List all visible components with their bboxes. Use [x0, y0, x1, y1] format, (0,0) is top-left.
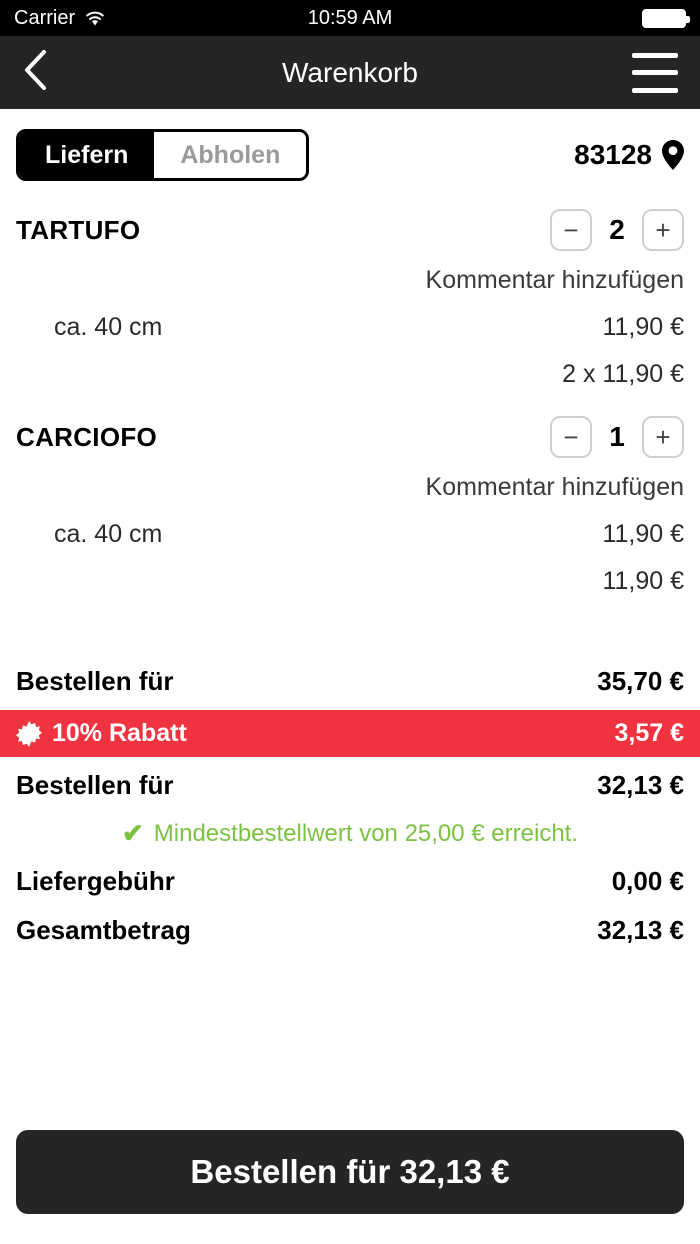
location-zip[interactable]	[574, 139, 684, 171]
cart-item-header	[16, 410, 684, 464]
option-name: ca. 40 cm	[54, 313, 163, 341]
delivery-mode-toggle[interactable]	[16, 129, 309, 181]
quantity-stepper	[550, 416, 684, 458]
cart-item-name: TARTUFO	[16, 214, 141, 245]
discount-label-group	[16, 719, 187, 748]
after-discount-row	[16, 761, 684, 810]
increase-quantity-button[interactable]: +	[642, 209, 684, 251]
option-price: 11,90 €	[602, 520, 684, 548]
wifi-icon	[83, 9, 107, 27]
grand-total-value: 32,13 €	[597, 915, 684, 945]
hamburger-menu-icon[interactable]	[632, 53, 678, 93]
minimum-order-notice	[16, 810, 684, 857]
after-discount-label: Bestellen für	[16, 770, 174, 800]
menu-bar-3	[632, 88, 678, 93]
add-comment-link[interactable]: Kommentar hinzufügen	[425, 266, 684, 294]
grand-total-row	[16, 906, 684, 955]
section-spacer	[16, 605, 684, 657]
delivery-mode-row	[16, 119, 684, 191]
back-button[interactable]	[22, 51, 66, 95]
status-bar-time: 10:59 AM	[307, 6, 393, 29]
decrease-quantity-button[interactable]: −	[550, 416, 592, 458]
option-price: 11,90 €	[602, 313, 684, 341]
cart-item-name: CARCIOFO	[16, 421, 158, 452]
page-title: Warenkorb	[282, 56, 418, 88]
subtotal-value: 35,70 €	[597, 666, 684, 696]
subtotal-row	[16, 657, 684, 706]
carrier-label: Carrier	[14, 6, 76, 29]
chevron-left-icon	[22, 49, 48, 96]
cart-item	[16, 398, 684, 605]
discount-label: 10% Rabatt	[52, 719, 187, 747]
toggle-option-deliver[interactable]: Liefern	[19, 132, 154, 178]
discount-value: 3,57 €	[614, 719, 684, 747]
delivery-fee-value: 0,00 €	[611, 866, 684, 896]
check-icon: ✔	[121, 818, 144, 848]
increase-quantity-button[interactable]: +	[642, 416, 684, 458]
battery-full-icon	[642, 9, 686, 28]
toggle-option-pickup[interactable]: Abholen	[154, 132, 306, 178]
quantity-value: 1	[609, 421, 625, 452]
quantity-value: 2	[609, 214, 625, 245]
cart-item-option	[16, 304, 684, 351]
cart-content	[0, 109, 700, 1130]
footer	[0, 1130, 700, 1244]
add-comment-link[interactable]: Kommentar hinzufügen	[425, 473, 684, 501]
delivery-fee-label: Liefergebühr	[16, 866, 175, 896]
zip-label: 83128	[574, 139, 652, 170]
cart-item-header	[16, 203, 684, 257]
navigation-bar	[0, 36, 700, 109]
delivery-fee-row	[16, 857, 684, 906]
burst-badge-icon	[16, 721, 42, 747]
cart-item-line-total: 11,90 €	[602, 567, 684, 595]
cart-item	[16, 191, 684, 398]
option-name: ca. 40 cm	[54, 520, 163, 548]
quantity-stepper	[550, 209, 684, 251]
status-bar	[0, 0, 700, 36]
menu-bar-1	[632, 53, 678, 58]
map-pin-icon	[662, 140, 684, 170]
status-bar-right	[392, 9, 686, 28]
decrease-quantity-button[interactable]: −	[550, 209, 592, 251]
cart-item-line-total: 2 x 11,90 €	[562, 360, 684, 388]
status-bar-left	[14, 7, 308, 30]
minimum-order-text: Mindestbestellwert von 25,00 € erreicht.	[153, 819, 578, 847]
grand-total-label: Gesamtbetrag	[16, 915, 191, 945]
subtotal-label: Bestellen für	[16, 666, 174, 696]
after-discount-value: 32,13 €	[597, 770, 684, 800]
cart-item-option	[16, 511, 684, 558]
discount-row	[0, 710, 700, 757]
menu-bar-2	[632, 70, 678, 75]
place-order-button[interactable]: Bestellen für 32,13 €	[16, 1130, 684, 1214]
